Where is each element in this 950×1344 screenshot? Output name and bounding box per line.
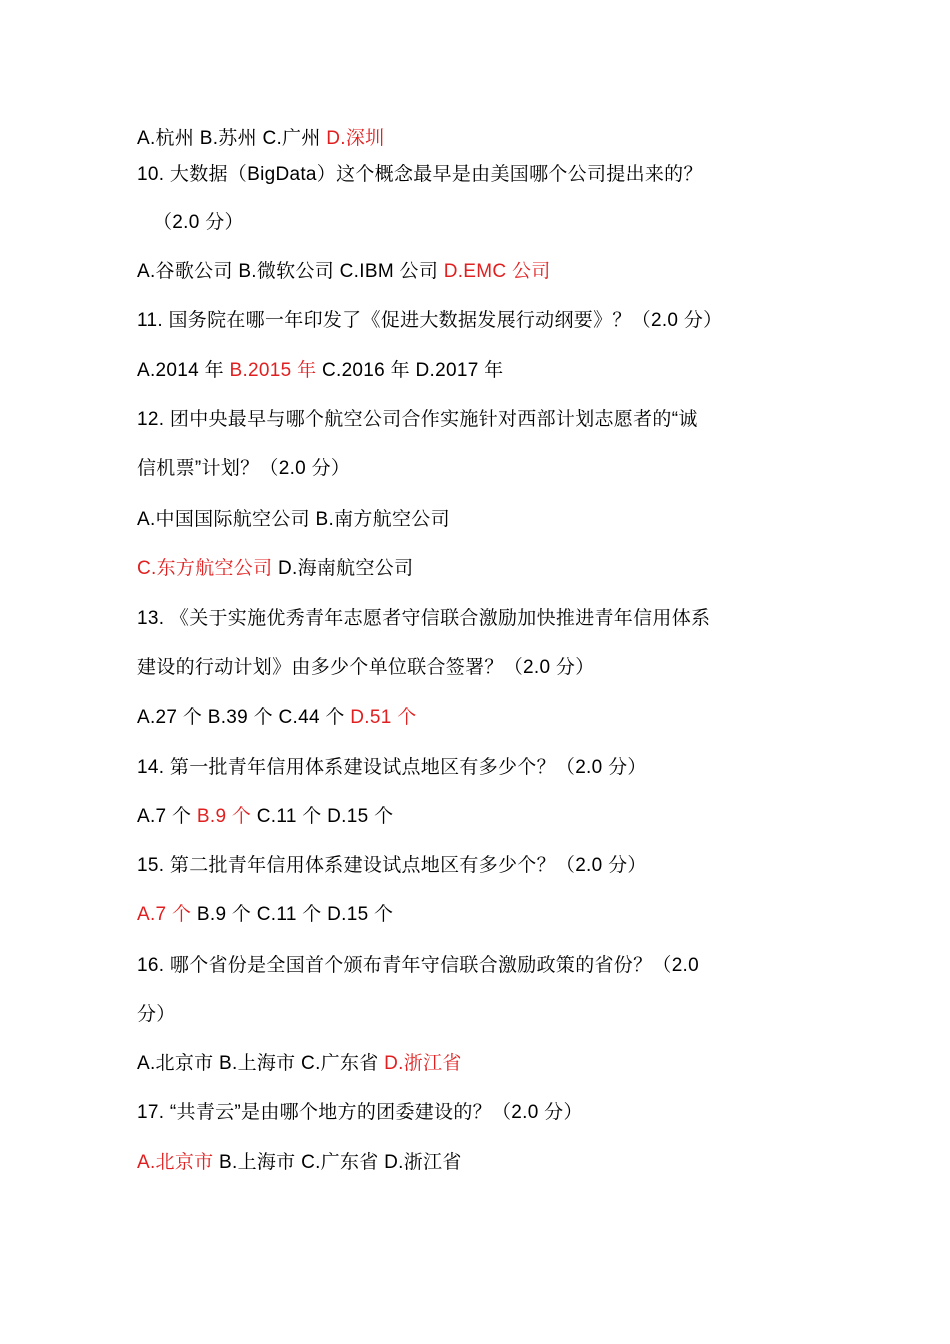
question-line: 信机票”计划？（2.0 分）	[137, 458, 351, 479]
option-text: A.杭州 B.苏州 C.广州	[137, 128, 327, 149]
option-text: A.7 个	[137, 806, 197, 827]
question-line: 分）	[137, 1004, 176, 1025]
options-line	[137, 902, 393, 928]
options-line	[137, 507, 450, 533]
option-text: B.上海市 C.广东省 D.浙江省	[213, 1152, 462, 1173]
option-text: A.北京市 B.上海市 C.广东省	[137, 1053, 385, 1074]
correct-answer: A.北京市	[137, 1152, 214, 1173]
question-line: 13. 《关于实施优秀青年志愿者守信联合激励加快推进青年信用体系	[137, 608, 711, 629]
options-line	[137, 705, 417, 731]
options-line	[137, 1150, 462, 1176]
option-text: A.2014 年	[137, 360, 230, 381]
option-text: B.9 个 C.11 个 D.15 个	[191, 904, 394, 925]
correct-answer: D.51 个	[350, 707, 417, 728]
question-score: （2.0 分）	[153, 212, 244, 233]
question-line: 15. 第二批青年信用体系建设试点地区有多少个？（2.0 分）	[137, 855, 647, 876]
question-line: 16. 哪个省份是全国首个颁布青年守信联合激励政策的省份？（2.0	[137, 955, 700, 976]
options-line	[137, 556, 413, 582]
options-line	[137, 358, 503, 384]
correct-answer: D.EMC 公司	[443, 261, 551, 282]
question-line: 12. 团中央最早与哪个航空公司合作实施针对西部计划志愿者的“诚	[137, 409, 698, 430]
option-text: A.27 个 B.39 个 C.44 个	[137, 707, 351, 728]
question-line: 10. 大数据（BigData）这个概念最早是由美国哪个公司提出来的？	[137, 164, 703, 185]
question-line: 11. 国务院在哪一年印发了《促进大数据发展行动纲要》？（2.0 分）	[137, 310, 723, 331]
options-line	[137, 259, 551, 285]
options-line	[137, 804, 393, 830]
question-line: 14. 第一批青年信用体系建设试点地区有多少个？（2.0 分）	[137, 757, 647, 778]
options-line	[137, 1051, 462, 1077]
option-text: A.中国国际航空公司 B.南方航空公司	[137, 509, 450, 530]
correct-answer: B.9 个	[196, 806, 252, 827]
correct-answer: C.东方航空公司	[137, 558, 273, 579]
option-text: A.谷歌公司 B.微软公司 C.IBM 公司	[137, 261, 444, 282]
correct-answer: D.浙江省	[384, 1053, 462, 1074]
options-line	[137, 126, 384, 152]
question-line: 17. “共青云”是由哪个地方的团委建设的？（2.0 分）	[137, 1102, 583, 1123]
option-text: D.海南航空公司	[272, 558, 414, 579]
correct-answer: A.7 个	[137, 904, 192, 925]
correct-answer: D.深圳	[326, 128, 385, 149]
question-line: 建设的行动计划》由多少个单位联合签署？（2.0 分）	[137, 657, 595, 678]
correct-answer: B.2015 年	[229, 360, 317, 381]
option-text: C.2016 年 D.2017 年	[316, 360, 504, 381]
option-text: C.11 个 D.15 个	[251, 806, 394, 827]
